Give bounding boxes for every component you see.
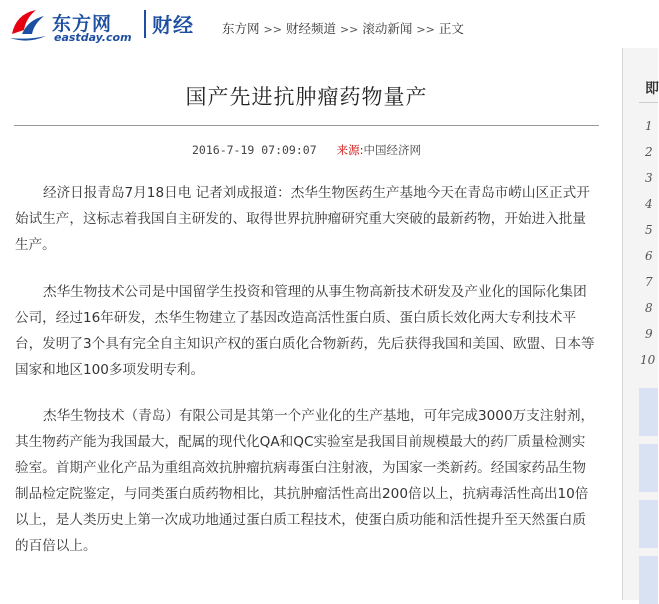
breadcrumb-home[interactable]: 东方网 (222, 21, 260, 36)
logo-text: 东方网 (52, 13, 113, 35)
rank-number: 7 (645, 275, 653, 289)
source-label: 来源: (336, 143, 364, 157)
breadcrumb (222, 19, 464, 37)
sidebar-block[interactable] (639, 388, 658, 436)
breadcrumb-separator: >> (416, 23, 435, 36)
rank-number: 4 (645, 197, 653, 211)
sidebar-block[interactable] (639, 500, 658, 548)
site-header (0, 0, 657, 48)
rank-number: 8 (645, 301, 653, 315)
channel-name[interactable]: 财经 (152, 13, 194, 37)
article-source[interactable]: 中国经济网 (363, 143, 421, 157)
rank-number: 3 (645, 171, 653, 185)
article-datetime: 2016-7-19 07:09:07 (192, 143, 317, 157)
rank-number: 5 (645, 223, 653, 237)
breadcrumb-separator: >> (339, 23, 359, 36)
sidebar-heading: 即 (645, 81, 659, 97)
breadcrumb-rolling-news[interactable]: 滚动新闻 (362, 21, 413, 36)
breadcrumb-separator: >> (263, 23, 282, 36)
article-paragraph: 经济日报青岛7月18日电 记者刘成报道：杰华生物医药生产基地今天在青岛市崂山区正式开始试生产，这标志着我国自主研发的、取得世界抗肿瘤研究重大突破的最新药物，开始进入批量生产。 (15, 185, 590, 253)
logo-divider (144, 10, 146, 38)
article-title: 国产先进抗肿瘤药物量产 (185, 85, 428, 109)
article-meta (14, 142, 599, 158)
eastday-logo-icon (8, 4, 48, 44)
sidebar-heading-underline (639, 102, 658, 103)
article-main (14, 48, 599, 600)
rank-number: 9 (645, 327, 653, 341)
title-divider (14, 125, 599, 126)
news-sidebar (622, 48, 658, 600)
rank-number: 1 (645, 119, 653, 133)
rank-number: 6 (645, 249, 653, 263)
breadcrumb-current: 正文 (438, 21, 464, 36)
eastday-logo[interactable] (8, 4, 148, 46)
sidebar-block[interactable] (639, 444, 658, 492)
logo-domain: eastday.com (54, 31, 132, 44)
breadcrumb-finance[interactable]: 财经频道 (285, 21, 336, 36)
rank-number: 10 (640, 353, 656, 367)
rank-number: 2 (645, 145, 653, 159)
article-paragraph: 杰华生物技术（青岛）有限公司是其第一个产业化的生产基地，可年完成3000万支注射剂，其生物药产能为我国最大，配属的现代化QA和QC实验室是我国目前规模最大的药厂质量检测实验室。首期产业化产品为重组高效抗肿瘤抗病毒蛋白注射液，为国家一类新药。经国家药品生物制品检定院鉴定，与同类蛋白质药物相比，其抗肿瘤活性高出200倍以上，抗病毒活性高出10倍以上，是人类历史上第一次成功地通过蛋白质工程技术，使蛋白质功能和活性提升至天然蛋白质的百倍以上。 (15, 408, 595, 554)
article-paragraph: 杰华生物技术公司是中国留学生投资和管理的从事生物高新技术研发及产业化的国际化集团公司，经过16年研发，杰华生物建立了基因改造高活性蛋白质、蛋白质长效化两大专利技术平台，发明了3个具有完全自主知识产权的蛋白质化合物新药，先后获得我国和美国、欧盟、日本等国家和地区100多项发明专利。 (15, 284, 595, 378)
sidebar-block[interactable] (639, 556, 658, 604)
